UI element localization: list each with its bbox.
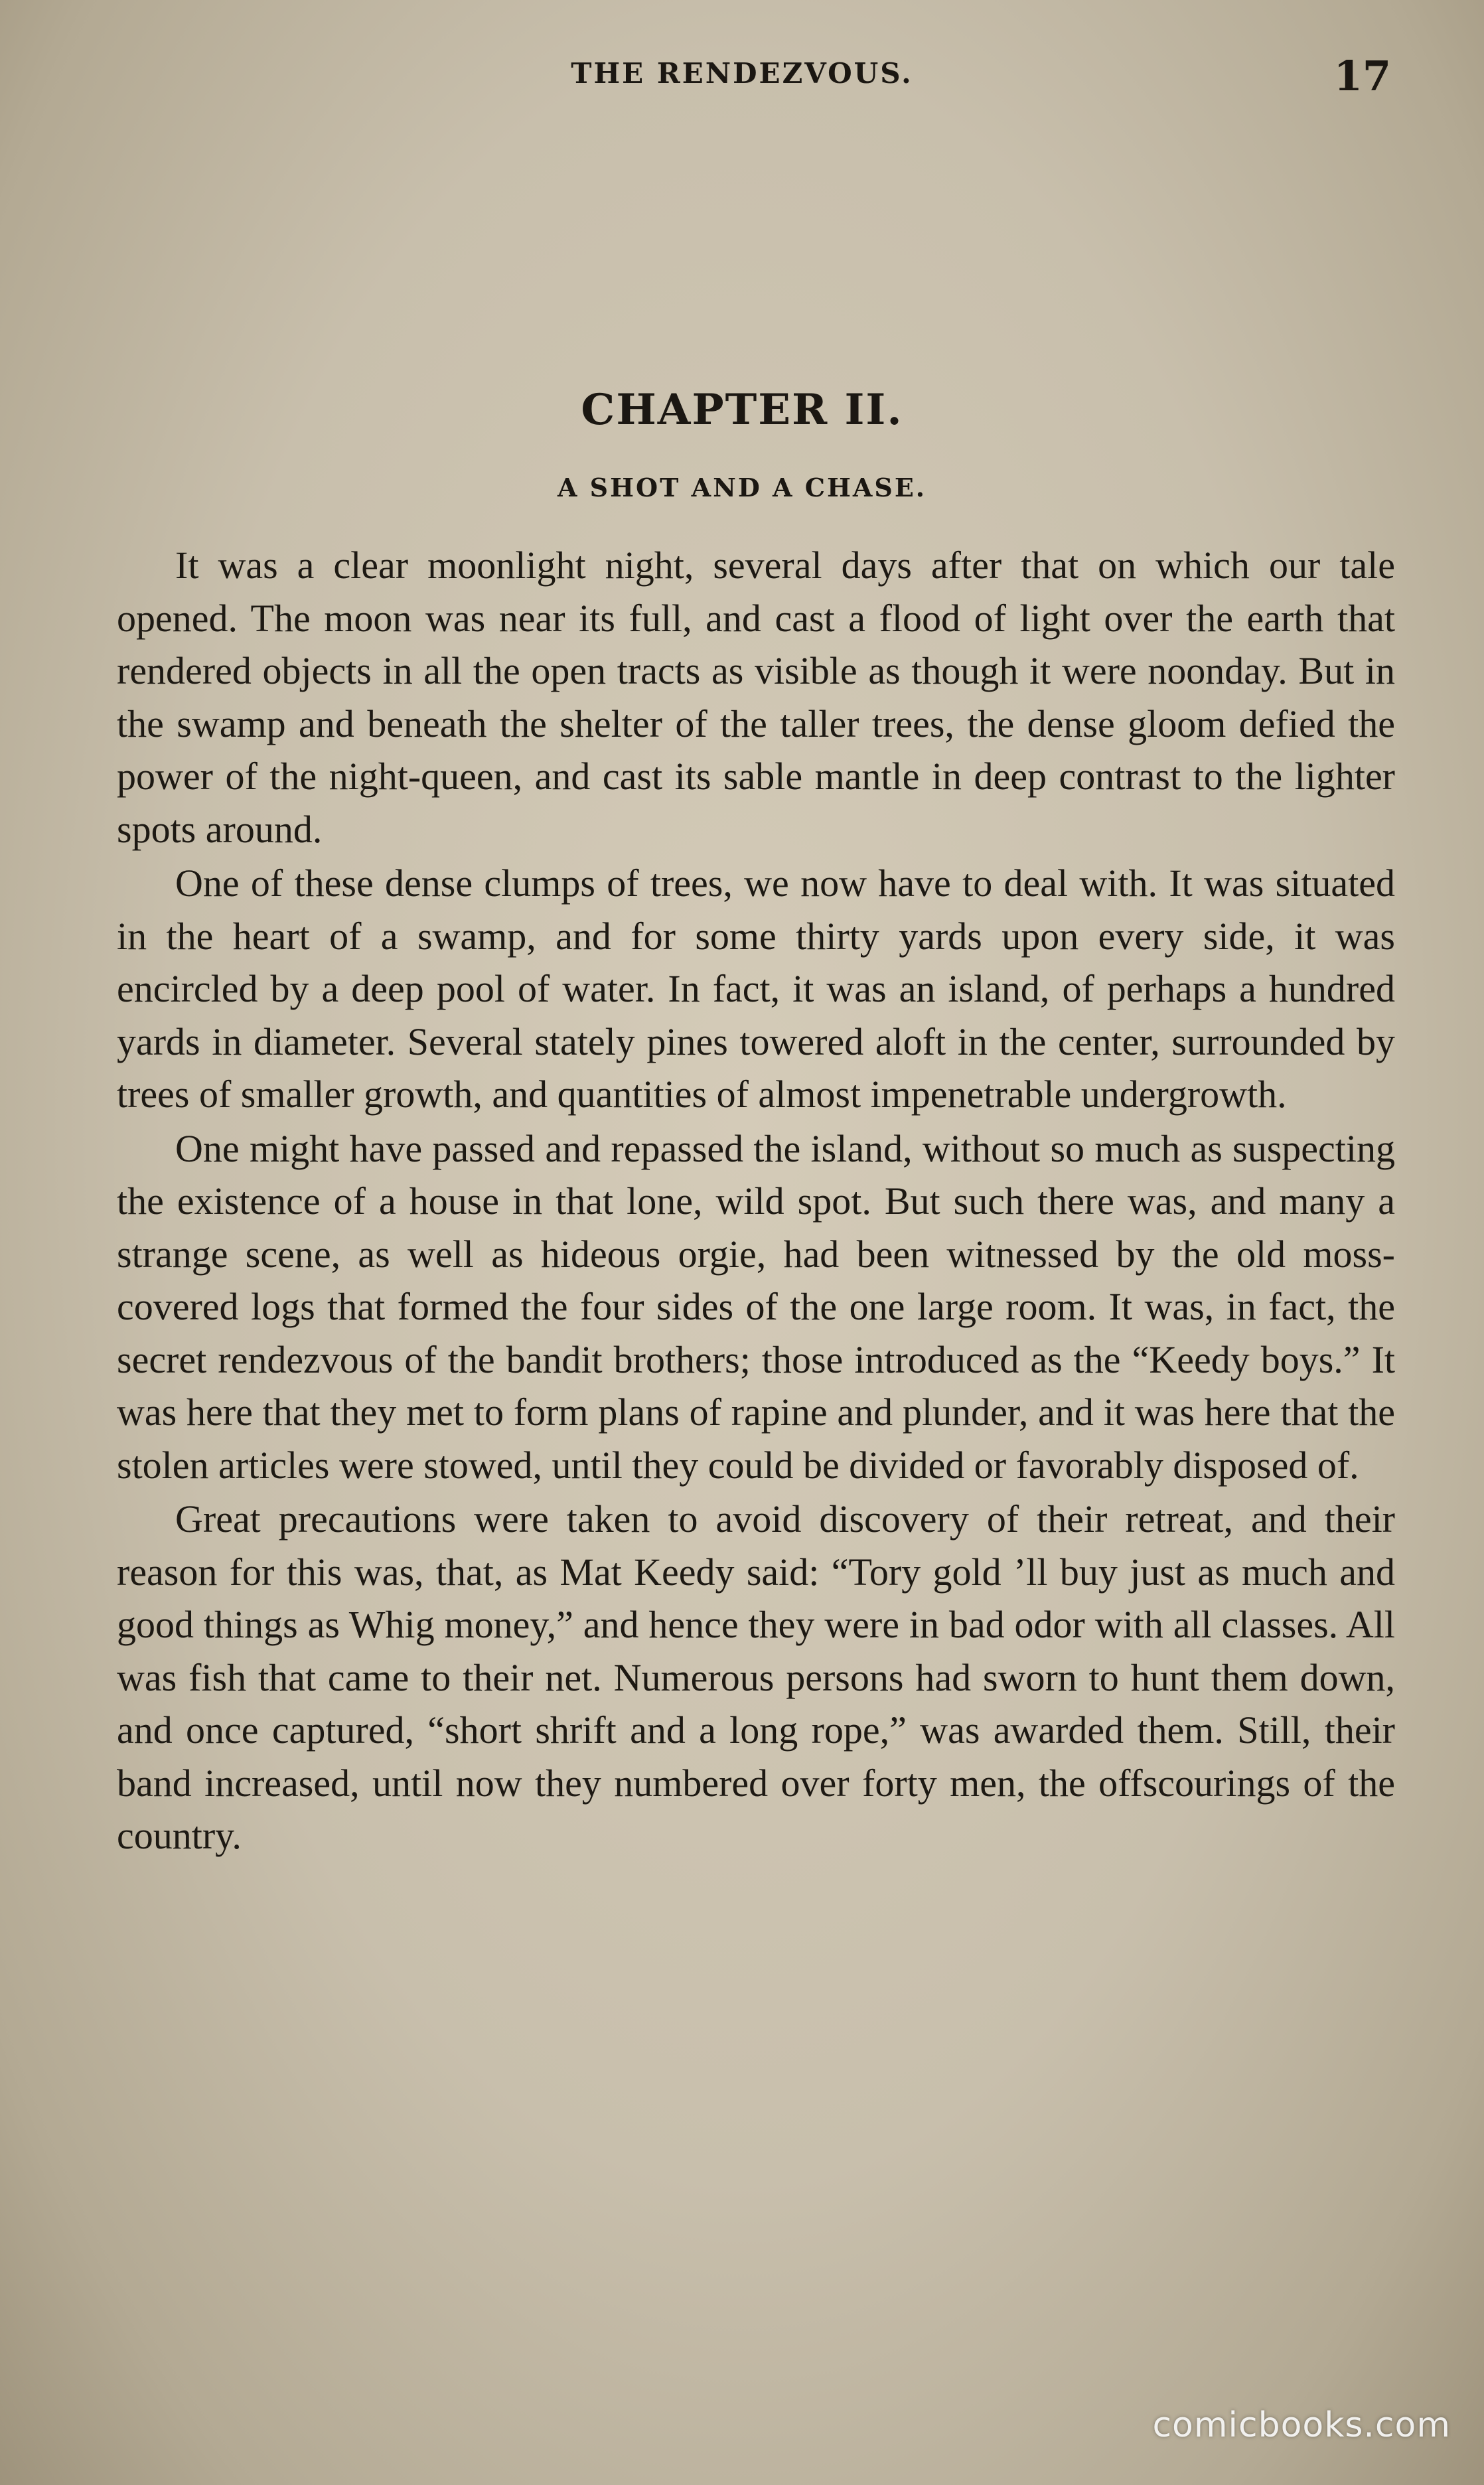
paragraph-2: One of these dense clumps of trees, we now have to deal with. It was situated in the heart of a swamp, and for some thirty yards upon every side, it was encircled by a deep pool of water. In fact, it was an island, of perhaps a hundred yards in diameter. Several stately pines towered aloft in the center, surrounded by trees of smaller growth, and quantities of almost impenetrable undergrowth. bbox=[117, 862, 1395, 1116]
chapter-body bbox=[117, 539, 1395, 1864]
paragraph-1: It was a clear moonlight night, several days after that on which our tale opened. The moon was near its full, and cast a flood of light over the earth that rendered objects in all the open tracts as visible as though it were noonday. But in the swamp and beneath the shelter of the taller trees, the dense gloom defied the power of the night-queen, and cast its sable mantle in deep contrast to the lighter spots around. bbox=[117, 544, 1395, 851]
page-number: 17 bbox=[1333, 52, 1391, 100]
paragraph-3: One might have passed and repassed the island, without so much as suspecting the existence of a house in that lone, wild spot. But such there was, and many a strange scene, as well as hideous orgie, had been witnessed by the old moss-covered logs that formed the four sides of the one large room. It was, in fact, the secret rendezvous of the bandit brothers; those introduced as the “Keedy boys.” It was here that they met to form plans of rapine and plunder, and it was here that the stolen articles were stowed, until they could be divided or favorably disposed of. bbox=[117, 1126, 1395, 1487]
watermark: comicbooks.com bbox=[1152, 2405, 1451, 2445]
show-through-text bbox=[86, 100, 1387, 224]
running-head: THE RENDEZVOUS. bbox=[571, 57, 913, 90]
chapter-subtitle: A SHOT AND A CHASE. bbox=[557, 473, 927, 502]
chapter-title: CHAPTER II. bbox=[581, 385, 903, 435]
page-header bbox=[0, 52, 1484, 104]
paragraph-4: Great precautions were taken to avoid discovery of their retreat, and their reason for this was, that, as Mat Keedy said: “Tory gold ’ll buy just as much and good things as Whig money,” and hence they were in bad odor with all classes. All was fish that came to their net. Numerous persons had sworn to hunt them down, and once captured, “short shrift and a long rope,” was awarded them. Still, their band increased, until now they numbered over forty men, the offscourings of the country. bbox=[117, 1497, 1395, 1857]
